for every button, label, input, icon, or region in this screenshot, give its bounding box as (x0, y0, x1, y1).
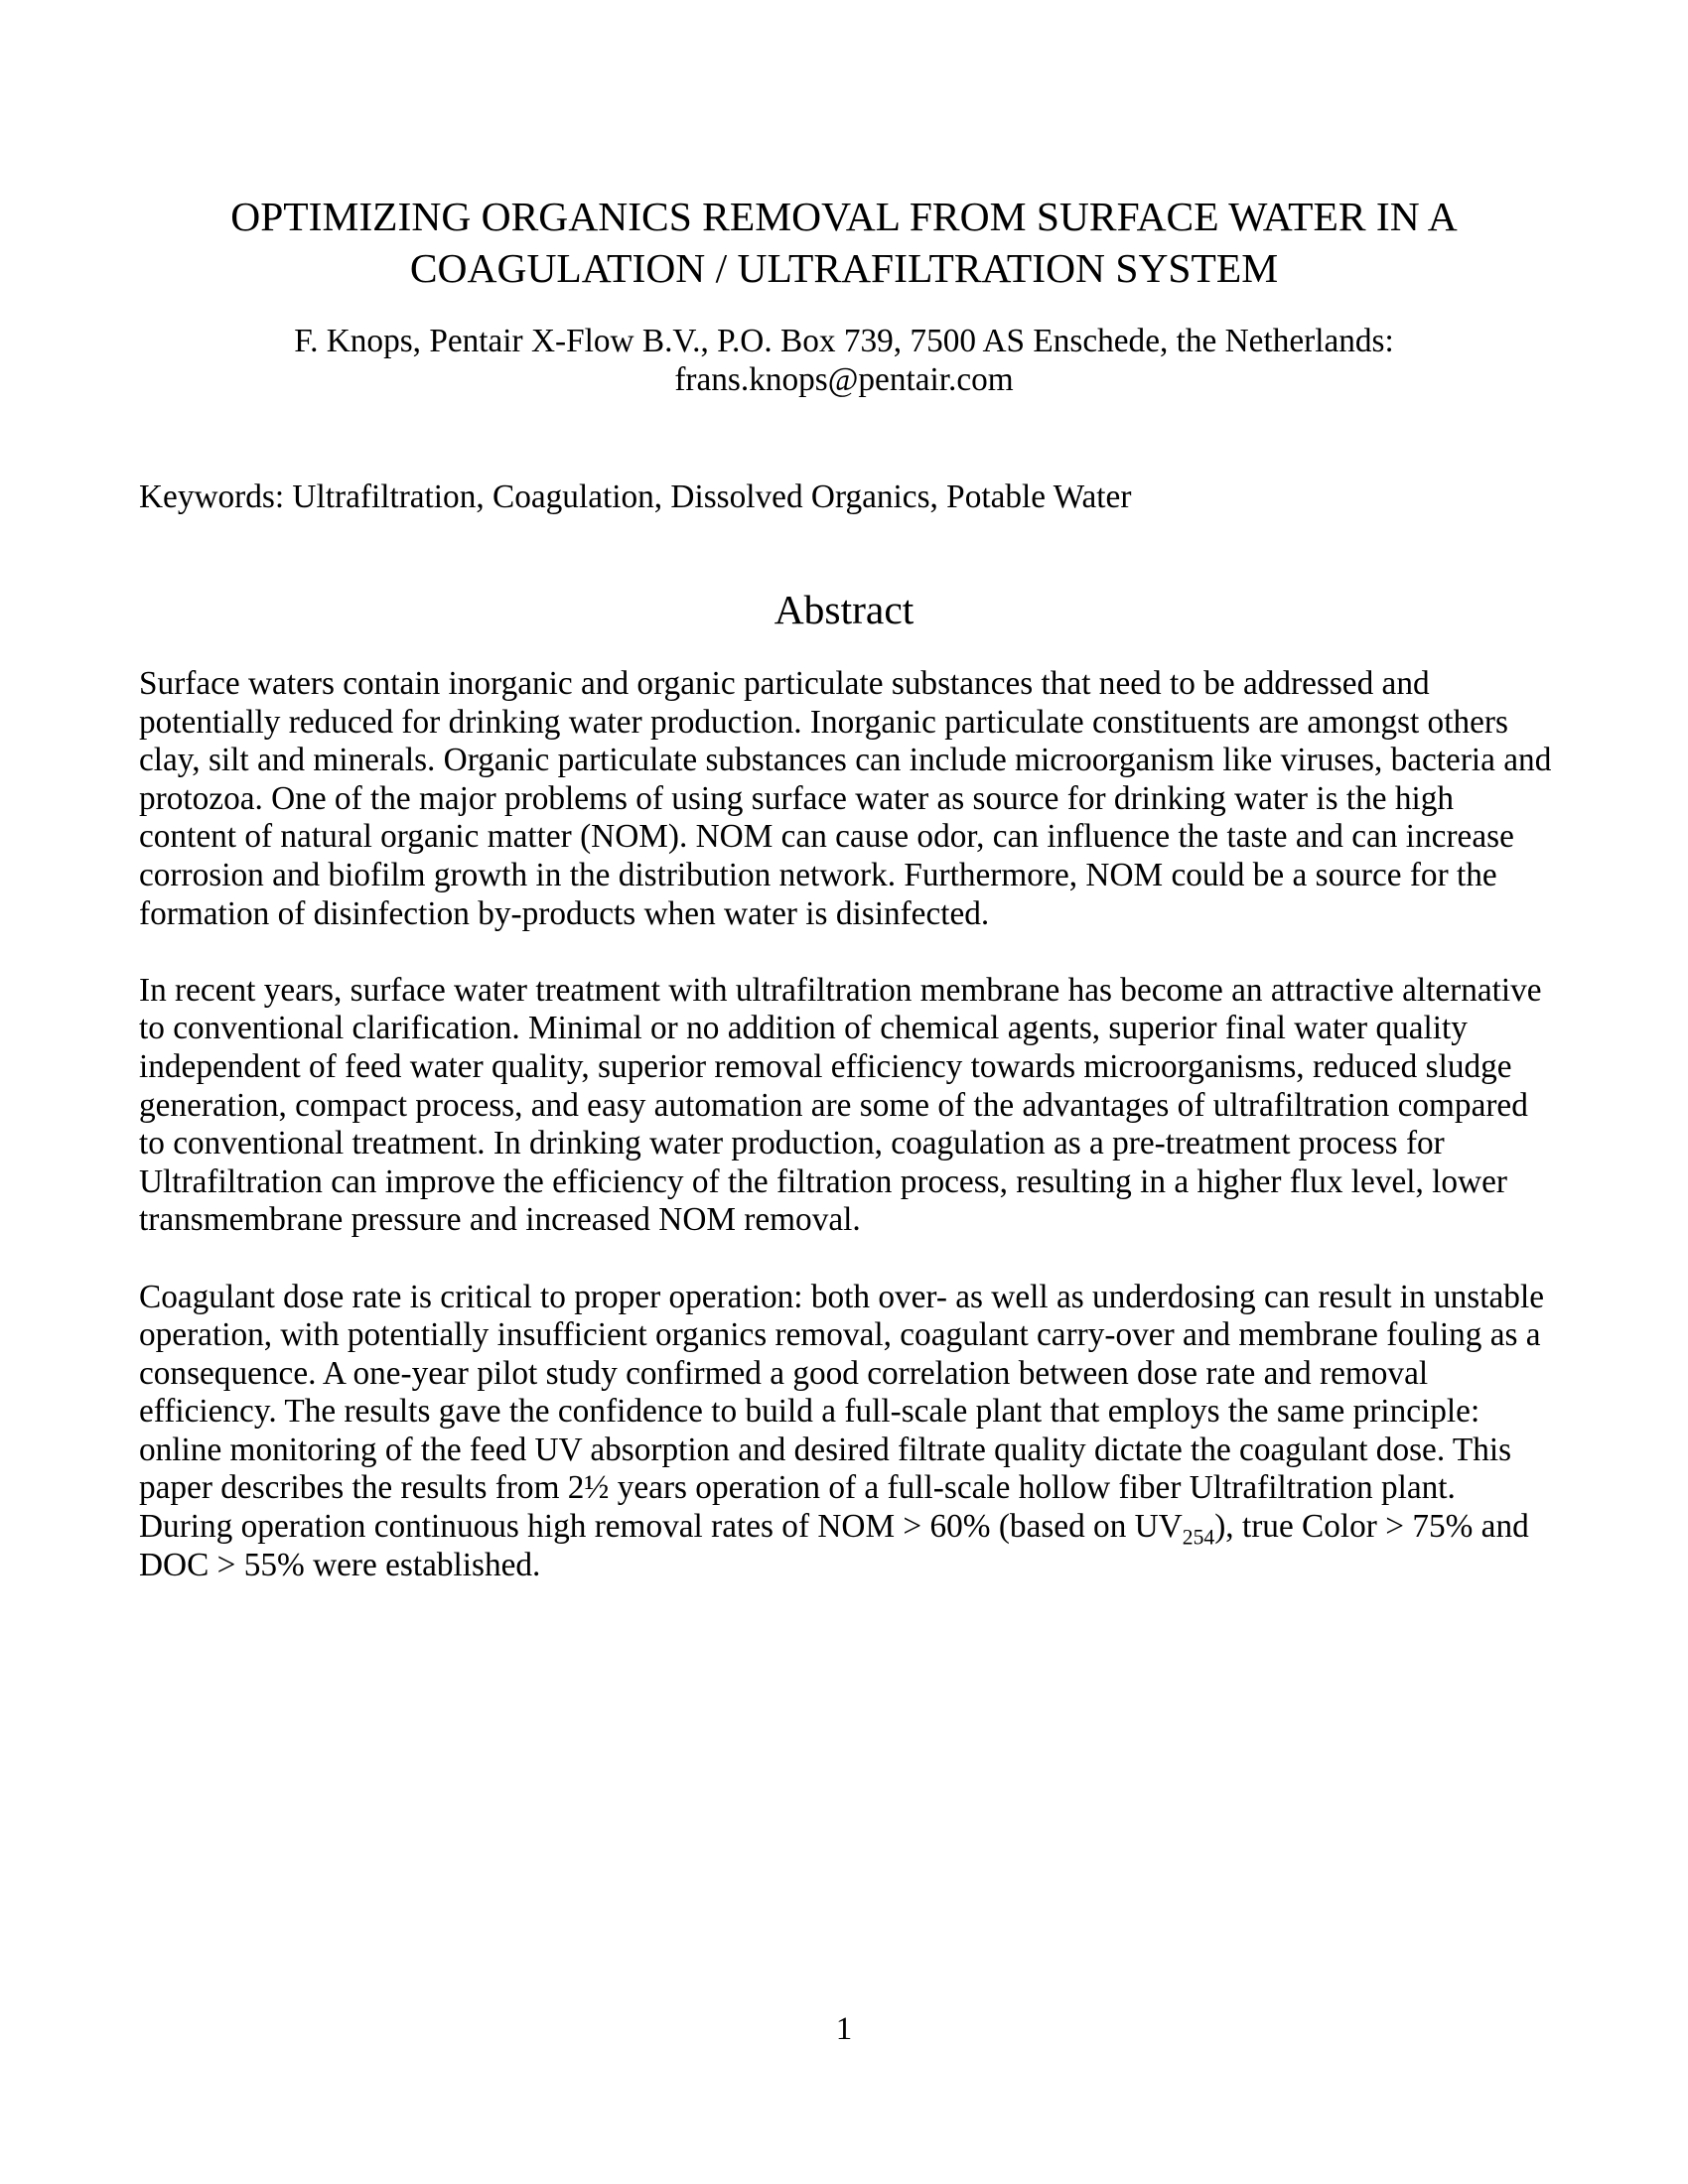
paragraph-text: Surface waters contain inorganic and organic particulate substances that need to be addressed and potentially reduced for drinking water production. Inorganic particulate constituents are amongst others clay, silt and minerals. Organic particulate substances can include microorganism like viruses, bacteria and protozoa. One of the major problems of using surface water as source for drinking water is the high content of natural organic matter (NOM). NOM can cause odor, can influence the taste and can increase corrosion and biofilm growth in the distribution network. Furthermore, NOM could be a source for the formation of disinfection by-products when water is disinfected. (139, 665, 1560, 932)
paragraph-text: In recent years, surface water treatment with ultrafiltration membrane has become an attractive alternative to conventional clarification. Minimal or no addition of chemical agents, superior final water quality independent of feed water quality, superior removal efficiency towards microorganisms, reduced sludge generation, compact process, and easy automation are some of the advantages of ultrafiltration compared to conventional treatment. In drinking water production, coagulation as a pre-treatment process for Ultrafiltration can improve the efficiency of the filtration process, resulting in a higher flux level, lower transmembrane pressure and increased NOM removal. (139, 971, 1550, 1239)
author-affiliation-line: F. Knops, Pentair X-Flow B.V., P.O. Box 739, 7500 AS Enschede, the Netherlands: (294, 323, 1394, 359)
paper-title: OPTIMIZING ORGANICS REMOVAL FROM SURFACE WATER IN A COAGULATION / ULTRAFILTRATION SYSTEM (230, 194, 1458, 291)
abstract-paragraph (139, 665, 1560, 933)
abstract-paragraph (139, 972, 1553, 1240)
author-block (139, 322, 1549, 399)
keywords-line: Keywords: Ultrafiltration, Coagulation, Dissolved Organics, Potable Water (139, 478, 1132, 515)
page-number: 1 (835, 2011, 853, 2047)
paragraph-text: Coagulant dose rate is critical to proper operation: both over- as well as underdosing can result in unstable operation, with potentially insufficient organics removal, coagulant carry-over and membrane fouling as a consequence. A one-year pilot study confirmed a good correlation between dose rate and removal efficiency. The results gave the confidence to build a full-scale plant that employs the same principle: online monitoring of the feed UV absorption and desired filtrate quality dictate the coagulant dose. This paper describes the results from 2½ years operation of a full-scale hollow fiber Ultrafiltration plant. During operation continuous high removal rates of NOM > 60% (based on UV (139, 1278, 1553, 1546)
paragraph-text: ), true Color > 75% and DOC > 55% were established. (139, 1508, 1538, 1583)
subscript-text: 254 (1182, 1525, 1215, 1550)
author-email: frans.knops@pentair.com (674, 361, 1014, 398)
abstract-body (139, 665, 1560, 1623)
abstract-paragraph (139, 1279, 1553, 1585)
abstract-heading: Abstract (774, 587, 914, 632)
